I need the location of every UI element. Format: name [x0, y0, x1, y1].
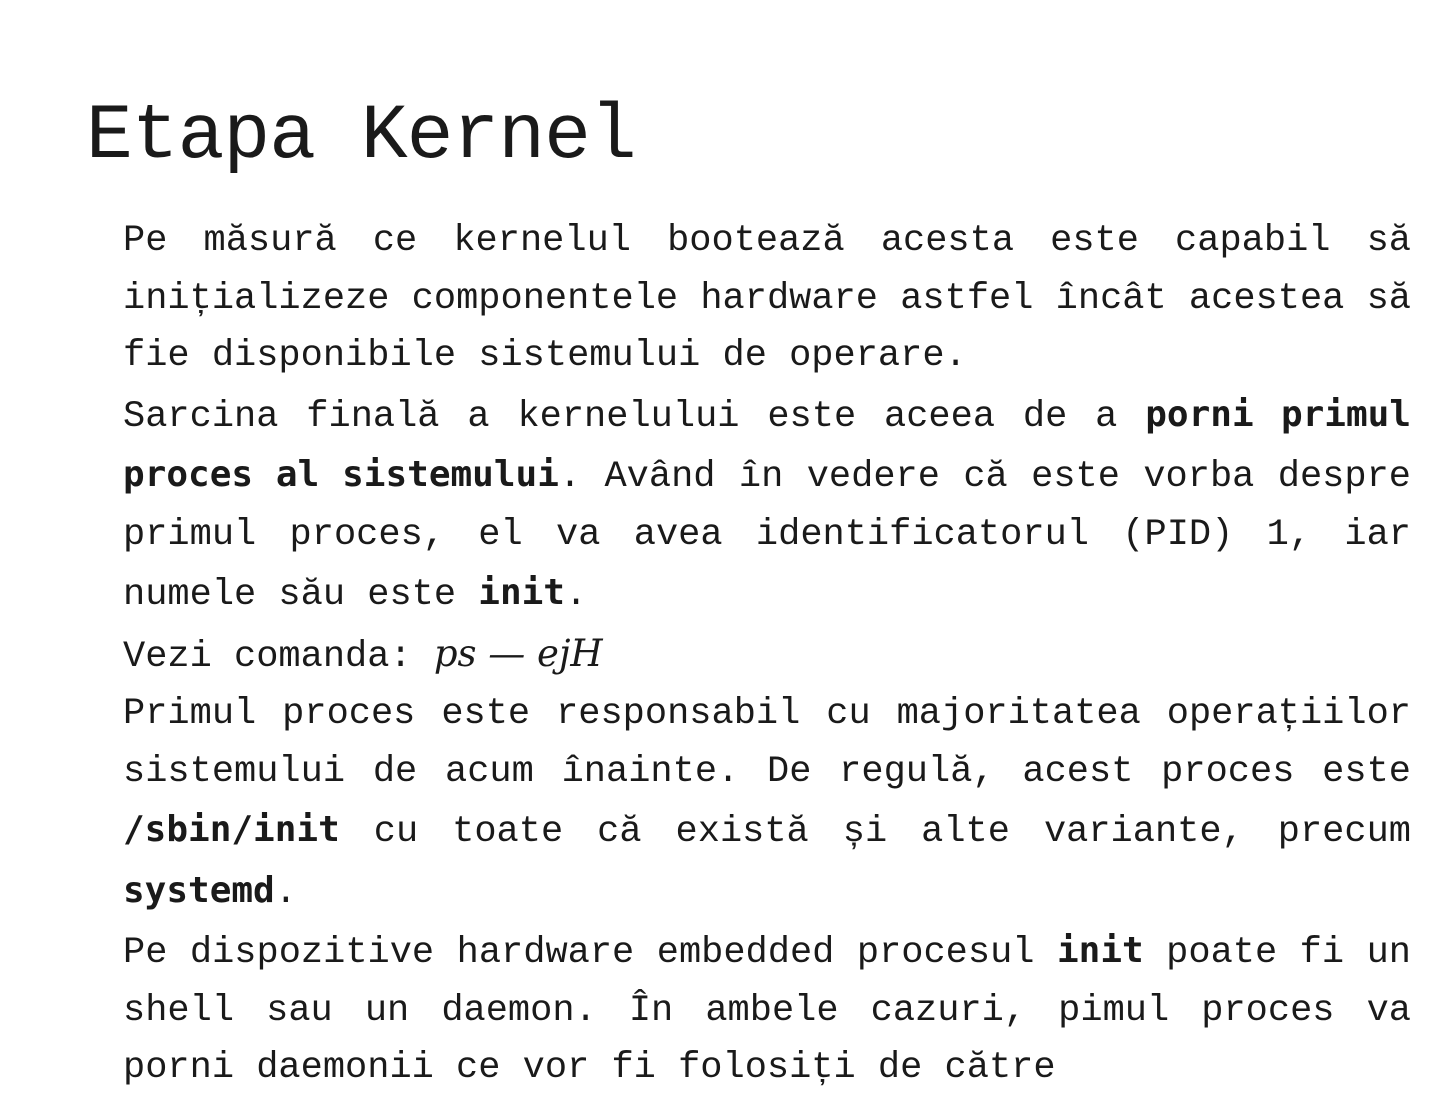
paragraph-text: poate fi un shell sau un daemon. În ambele cazuri, pimul proces va porni daemonii ce vor fi folosiți de către	[123, 932, 1411, 1089]
paragraph-first-process	[123, 386, 1411, 625]
emphasis-start-first-process: porni primul proces al sistemului	[123, 393, 1411, 495]
paragraph-text: cu toate că există și alte variante, precum	[339, 811, 1411, 853]
paragraph-text: Sarcina finală a kernelului este aceea de a	[123, 395, 1146, 438]
paragraph-init-role	[123, 686, 1411, 922]
emphasis-init: init	[478, 572, 565, 613]
emphasis-init: init	[1056, 930, 1144, 971]
emphasis-systemd: systemd	[123, 869, 275, 911]
command-ps: ps — ejH	[433, 631, 603, 675]
paragraph-text: . Având în vedere că este vorba despre primul proces, el va avea identificatorul (PID) 1, iar numele său este	[123, 456, 1411, 616]
paragraph-text: .	[274, 871, 297, 914]
paragraph-text: Primul proces este responsabil cu majoritatea operațiilor sistemului de acum înainte. De regulă, acest proces este	[123, 693, 1411, 793]
paragraph-text: Vezi comanda:	[123, 635, 434, 678]
paragraph-embedded	[123, 922, 1411, 1098]
paragraph-text: .	[564, 574, 588, 616]
slide-body	[123, 213, 1411, 1098]
paragraph-text: Pe dispozitive hardware embedded procesul	[123, 932, 1057, 974]
slide-title: Etapa Kernel	[86, 93, 636, 181]
paragraph-command	[123, 625, 1411, 687]
paragraph-kernel-boot	[123, 213, 1411, 386]
paragraph-text: Pe măsură ce kernelul bootează acesta este capabil să inițializeze componentele hardware astfel încât acestea să fie disponibile sistemului de operare.	[123, 220, 1411, 377]
emphasis-sbin-init: /sbin/init	[123, 809, 340, 850]
